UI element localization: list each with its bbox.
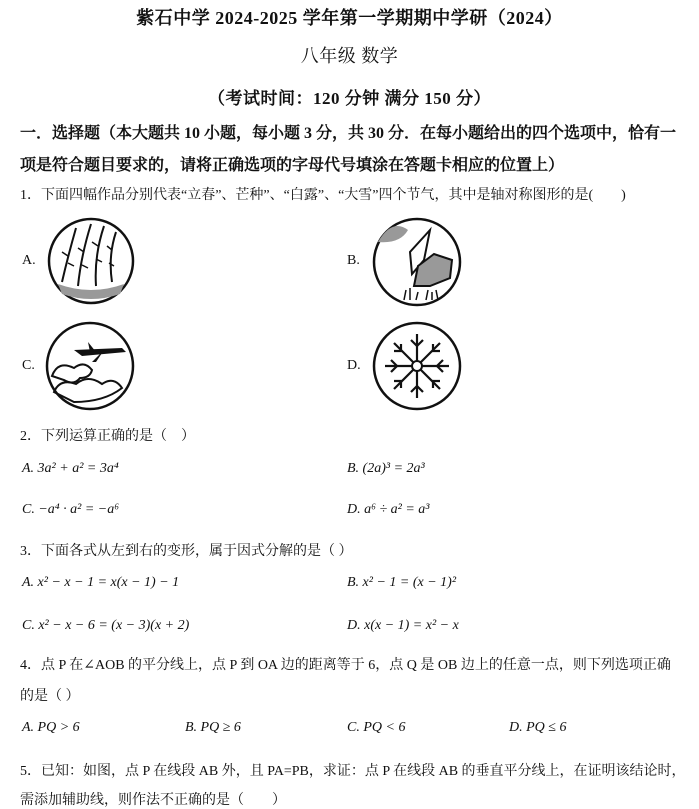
q2-option-a: A. 3a² + a² = 3a⁴ (22, 461, 119, 476)
q2-option-c: C. −a⁴ · a² = −a⁶ (22, 502, 120, 517)
q1-option-c-label: C. (22, 358, 35, 373)
q4-stem-line1: 4．点 P 在∠AOB 的平分线上，点 P 到 OA 边的距离等于 6，点 Q 是 OB 边上的任意一点，则下列选项正确 (20, 658, 671, 673)
section-heading (20, 118, 680, 182)
q1-option-b-label: B. (347, 253, 360, 268)
q2-option-b: B. (2a)³ = 2a³ (347, 461, 425, 476)
q3-option-b: B. x² − 1 = (x − 1)² (347, 575, 457, 590)
q1-stem: 1．下面四幅作品分别代表“立春”、芒种”、“白露”、“大雪”四个节气，其中是轴对称图形的是( ) (20, 188, 626, 203)
exam-info: （考试时间：120 分钟 满分 150 分） (208, 89, 491, 108)
willow-icon (46, 216, 136, 306)
q4-option-a: A. PQ > 6 (22, 720, 80, 735)
q2-option-d: D. a⁶ ÷ a² = a³ (347, 502, 430, 517)
q1-option-a-label: A. (22, 253, 36, 268)
q4-option-c: C. PQ < 6 (347, 720, 406, 735)
plane-clouds-icon (44, 320, 136, 412)
exam-subtitle: 八年级 数学 (300, 46, 399, 66)
section-heading-line2: 项是符合题目要求的，请将正确选项的字母代号填涂在答题卡相应的位置上） (20, 157, 565, 174)
q5-stem-line1: 5．已知：如图，点 P 在线段 AB 外，且 PA=PB，求证：点 P 在线段 AB 的垂直平分线上，在证明该结论时， (20, 764, 686, 779)
section-heading-line1: 一．选择题（本大题共 10 小题，每小题 3 分，共 30 分．在每小题给出的四个选项中，恰有一 (20, 125, 677, 142)
q4-stem-line2: 的是（ ） (20, 689, 80, 704)
q1-option-d-label: D. (347, 358, 361, 373)
q3-option-c: C. x² − x − 6 = (x − 3)(x + 2) (22, 618, 190, 633)
q3-option-d: D. x(x − 1) = x² − x (347, 618, 459, 633)
q5-stem-line2: 需添加辅助线，则作法不正确的是（ ） (20, 793, 286, 808)
q4-option-b: B. PQ ≥ 6 (185, 720, 241, 735)
q2-stem: 2．下列运算正确的是（ ） (20, 429, 195, 444)
bird-grass-icon (370, 216, 464, 308)
snowflake-icon (370, 320, 464, 412)
q3-option-a: A. x² − x − 1 = x(x − 1) − 1 (22, 575, 180, 590)
exam-title: 紫石中学 2024-2025 学年第一学期期中学研（2024） (136, 8, 563, 28)
q4-option-d: D. PQ ≤ 6 (509, 720, 567, 735)
q3-stem: 3．下面各式从左到右的变形，属于因式分解的是（ ） (20, 544, 353, 559)
